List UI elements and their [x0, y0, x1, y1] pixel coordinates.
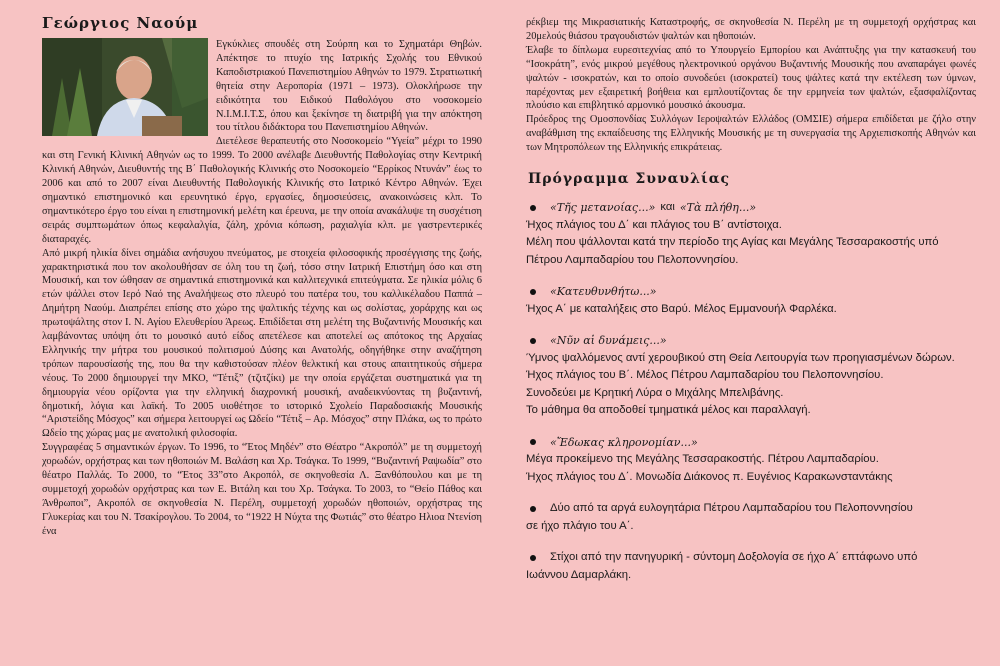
item-line: Μέγα προκείμενο της Μεγάλης Τεσσαρακοστής. Πέτρου Λαμπαδαρίου. [526, 453, 879, 466]
item-line: σε ήχο πλάγιο του Α΄. [526, 519, 634, 532]
bio-body [42, 38, 482, 539]
bio-paragraph: Έλαβε το δίπλωμα ευρεσιτεχνίας από το Υπουργείο Εμπορίου και Ανάπτυξης για την κατασκευή του “Ισοκράτη”, ενός μικρού μεγέθους ηλεκτρονικού οργάνου Βυζαντινής Μουσικής που αναπαράγει φωνές ψαλτών - ισοκρατών, και το οποίο συνοδεύει (ισοκρατεί) τους ψάλτες κατά την εκτέλεση των ύμνων, παρέχοντας μεν εξαιρετική βοήθεια και εμπλουτίζοντας δε την ερμηνεία των ψαλτών, εξασφαλίζοντας πλούσιο και επιβλητικό αρμονικό μουσικό άκουσμα. [526, 44, 976, 112]
item-title: «Νῦν αἱ δυνάμεις...» [550, 334, 667, 348]
bullet-icon [530, 205, 536, 211]
bullet-icon [530, 439, 536, 445]
bio-continued [526, 16, 976, 155]
bullet-icon [530, 506, 536, 512]
program-item [526, 434, 976, 487]
item-line: Δύο από τα αργά ευλογητάρια Πέτρου Λαμπαδαρίου του Πελοποννησίου [550, 502, 913, 515]
item-line: Ύμνος ψαλλόμενος αντί χερουβικού στη Θεία Λειτουργία των προηγιασμένων δώρων. Ήχος πλάγιος του Β΄. Μέλος Πέτρου Λαμπαδαρίου του Πελοποννησίου. [526, 351, 955, 382]
bio-paragraph: ρέκβιεμ της Μικρασιατικής Καταστροφής, σε σκηνοθεσία Ν. Περέλη με τη συμμετοχή ορχήστρας και 20μελούς θιάσου τραγουδιστών ψαλτών και ηθοποιών. [526, 17, 976, 42]
item-line: Ήχος πλάγιος του Δ΄. Μονωδία Διάκονος π. Ευγένιος Καρακωνσταντάκης [526, 470, 893, 483]
program-item [526, 549, 976, 584]
item-title: «Ἔδωκας κληρονομίαν...» [550, 435, 698, 449]
item-line: Ήχος πλάγιος του Δ΄ και πλάγιος του Β΄ αντίστοιχα. [526, 218, 782, 231]
bullet-icon [530, 289, 536, 295]
program-item [526, 500, 976, 535]
item-conjunction: και [660, 201, 675, 214]
item-line: Μέλη που ψάλλονται κατά την περίοδο της Αγίας και Μεγάλης Τεσσαρακοστής υπό Πέτρου Λαμπαδαρίου του Πελοποννησίου. [526, 236, 939, 266]
program-item [526, 199, 976, 269]
portrait-photo [42, 38, 208, 136]
program-item [526, 332, 976, 420]
item-title: «Τῆς μετανοίας...» [550, 201, 656, 215]
bullet-icon [530, 338, 536, 344]
portrait-image [42, 38, 208, 136]
right-page [500, 0, 1000, 666]
item-line: Συνοδεύει με Κρητική Λύρα ο Μιχάλης Μπελιβάνης. [526, 386, 784, 399]
item-line: Στίχοι από την πανηγυρική - σύντομη Δοξολογία σε ήχο Α΄ επτάφωνο υπό [550, 551, 918, 564]
bio-paragraph: Εγκύκλιες σπουδές στη Σούρπη και το Σχηματάρι Θηβών. Απέκτησε το πτυχίο της Ιατρικής Σχολής του Εθνικού Καποδιστριακού Πανεπιστημίου Αθηνών το 1979. Στρατιωτική θητεία στην Αεροπορία (1971 – 1973). Ολοκλήρωσε την ειδικότητα του Ειδικού Παθολόγου στο νοσοκομείο Ν.Ι.Μ.Ι.Τ.Σ, όπου και ξεκίνησε τη διατριβή για την απόκτηση του τίτλου διδάκτορα του Πανεπιστημίου Αθηνών. [216, 39, 482, 134]
bio-paragraph: Συγγραφέας 5 σημαντικών έργων. Το 1996, το “Έτος Μηδέν” στο Θέατρο “Ακροπόλ” με τη συμμετοχή χορωδών, ορχήστρας και των ηθοποιών Μ. Βαλάση και Χρ. Τσάγκα. Το 1999, “Βυζαντινή Ραψωδία” στο θέατρο Παλλάς. Το 2000, το “Έτος 33”στο Ακροπόλ, σε σκηνοθεσία Λ. Ξανθόπουλου και με τη συμμετοχή χορωδών ορχήστρας και των Ε. Βιτάλη και του Χρ. Τσάγκα. Το 2003, το “Θείο Πάθος και Άνθρωποι”, Ακροπόλ σε σκηνοθεσία Ν. Περέλη, συμμετοχή χορωδών ηθοποιών, ορχήστρας της Γλυκερίας και του Ν. Τσακίρογλου. Το 2004, το “1922 Η Νύχτα της Φωτιάς” στο θέατρο Ηλιοα Ντενίση ένα [42, 442, 482, 537]
bio-paragraph: Διετέλεσε θεραπευτής στο Νοσοκομείο “Υγεία” μέχρι το 1990 και στη Γενική Κλινική Αθηνών ως το 1999. Το 2000 ανέλαβε Διευθυντής Παθολογίας στην Κεντρική Κλινική Αθηνών, Διευθυντής της Β΄ Παθολογικής Κλινικής στο Νοσοκομείο “Ερρίκος Ντυνάν” έως το 2006 και από το 2007 είναι Διευθυντής Παθολογικής Κλινικής στο Ιατρικό Κέντρο Αθηνών. Έχει σημαντικό επιστημονικό και ερευνητικό έργο, εργασίες, δημοσιεύσεις, ανακοινώσεις κλπ. Το σημαντικότερο έργο του είναι η επιστημονική μελέτη και έρευνα, με την οποία ανακάλυψε τη συσχέτιση σειράς συμπτωμάτων όπως κεφαλαλγία, ζάλη, χρόνια κόπωση, ραχιαλγία κλπ. με γαστρεντερικές διαταραχές. [42, 136, 482, 245]
bullet-icon [530, 555, 536, 561]
program-item [526, 283, 976, 318]
item-line: Ήχος Α΄ με καταλήξεις στο Βαρύ. Μέλος Εμμανουήλ Φαρλέκα. [526, 302, 837, 315]
item-line: Το μάθημα θα αποδοθεί τμηματικά μέλος και παραλλαγή. [526, 404, 811, 417]
item-title: «Κατευθυνθήτω...» [550, 285, 657, 299]
bio-paragraph: Από μικρή ηλικία δίνει σημάδια ανήσυχου πνεύματος, με στοιχεία φιλοσοφικής προσέγγισης της ζωής, χαρακτηριστικά που τον ακολουθήσαν σε όλη του τη ζωή, τόσο στην Ιατρική Επιστήμη όσο και στη Μουσική, και τον ώθησαν σε σημαντικά επιστημονικά και καλλιτεχνικά επιτεύγματα. Σε ηλικία μόλις 6 ετών ψάλλει στον Ιερό Ναό της Αναλήψεως στο πλευρό του πατέρα του, του καλλικέλαδου Παππά – Δημήτρη Ναούμ. Διαπρέπει επίσης στο χώρο της ψαλτικής τέχνης και ως σολίστας, χοράρχης και ως πρωτοψάλτης στον Ι. Ν. Αγίου Ελευθερίου Άρεως. Επιδίδεται στη μελέτη της Βυζαντινής Μουσικής και λαμβάνοντας υπόψη ότι το μουσικό αυτό είδος απετέλεσε και αποτελεί ως απότοκος της Αρχαίας Ελληνικής την μήτρα του μουσικού πολιτισμού Δύσης και Ανατολής, οδηγήθηκε στην αναζήτηση τρόπων παρουσίασής της, που θα την καθιστούσαν πλέον θελκτική και στους απαιτητικούς σήμερα νέους. Το 2000 δημιουργεί την ΜΚΟ, “Τέτιξ” (τζιτζίκι) με την οποία εργάζεται συστηματικά για τη δημιουργία νέου ορίζοντα για την ελληνική διαχρονική μουσική, αναδεικνύοντας τη βυζαντινή, δημοτική, λόγια και λαϊκή. Το 2005 υιοθέτησε το ιστορικό Σχολείο Παραδοσιακής Μουσικής “Αριστείδης Μόσχος” και σήμερα λειτουργεί ως Ωδείο “Τέτιξ – Αρ. Μόσχος” στην Πλάκα, ως το πρώτο Ωδείο της χώρας μας με ανατολική φιλοσοφία. [42, 247, 482, 440]
bio-name: Γεώργιος Ναούμ [42, 14, 199, 32]
program-title: Πρόγραμμα Συναυλίας [528, 171, 731, 188]
item-line: Ιωάννου Δαμαρλάκη. [526, 568, 632, 581]
bio-paragraph: Πρόεδρος της Ομοσπονδίας Συλλόγων Ιεροψαλτών Ελλάδος (ΟΜΣΙΕ) σήμερα επιδίδεται με ζήλο στην αναβάθμιση της εκπαίδευσης της Ελληνικής Μουσικής με τη συνεργασία της Αρχιεπισκοπής Αθηνών και των Μητροπόλεων της Ελληνικής επικράτειας. [526, 114, 976, 154]
item-title: «Τὰ πλήθη...» [679, 201, 757, 215]
